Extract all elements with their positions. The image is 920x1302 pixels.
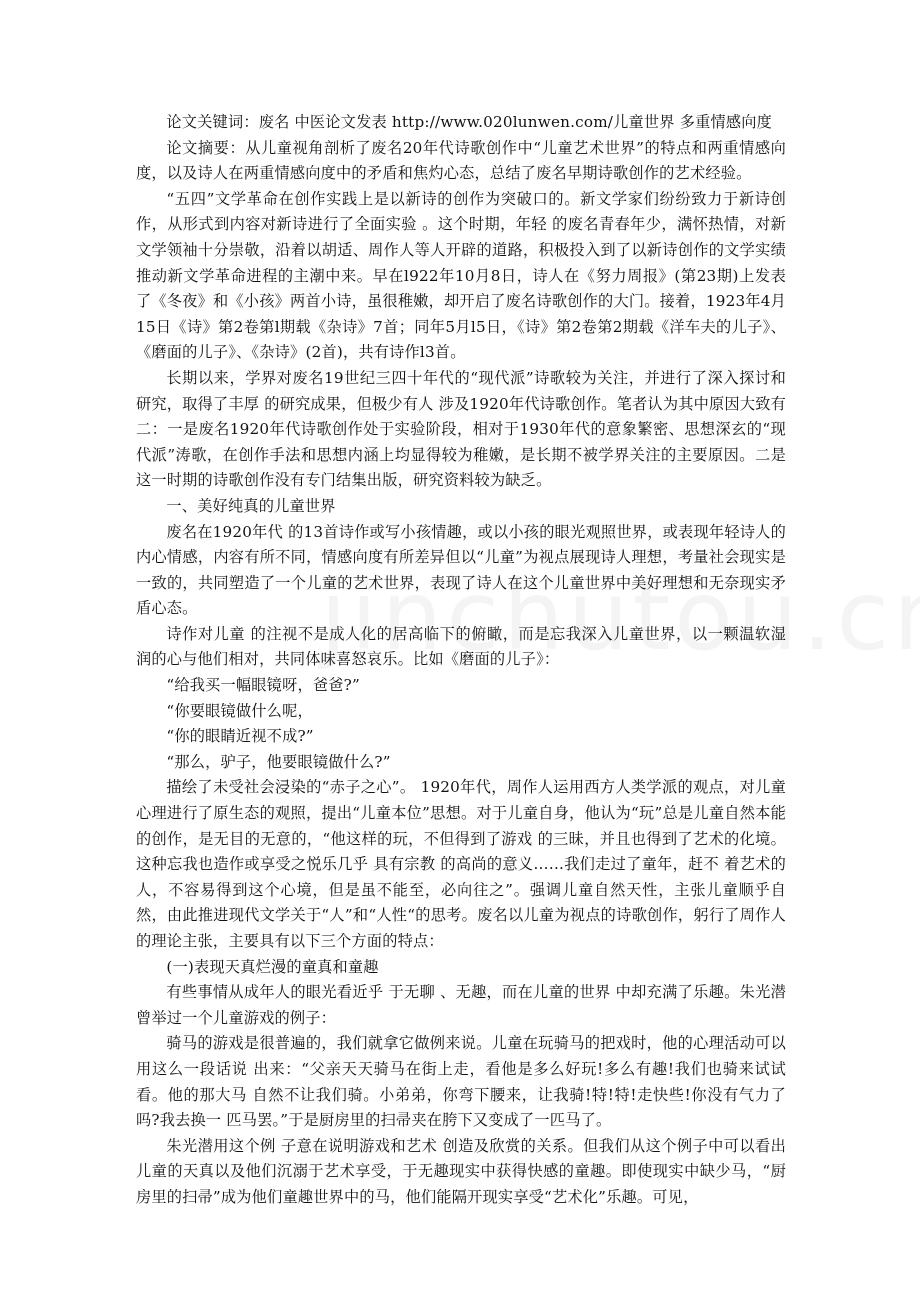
subsection-heading: (一)表现天真烂漫的童真和童趣: [166, 957, 379, 976]
abstract-paragraph: 论文摘要：从儿童视角剖析了废名20年代诗歌创作中“儿童艺术世界”的特点和两重情感向度，以及诗人在两重情感向度中的矛盾和焦灼心态，总结了废名早期诗歌创作的艺术经验。: [136, 138, 786, 183]
document-body: [136, 110, 786, 1211]
poem-line: “那么，驴子，他要眼镜做什么?”: [166, 752, 391, 771]
poem-line: “你的眼睛近视不成?”: [166, 727, 314, 746]
section-heading: 一、美好纯真的儿童世界: [166, 496, 336, 515]
body-paragraph: 废名在1920年代 的13首诗作或写小孩情趣，或以小孩的眼光观照世界，或表现年轻诗人的内心情感，内容有所不同，情感向度有所差异但以“儿童”为视点展现诗人理想，考量社会现实是一致的，共同塑造了一个儿童的艺术世界，表现了诗人在这个儿童世界中美好理想和无奈现实矛盾心态。: [136, 522, 786, 618]
keywords-line: 论文关键词：废名 中医论文发表 http://www.020lunwen.com/儿童世界 多重情感向度: [166, 113, 773, 131]
poem-line: “你要眼镜做什么呢，: [166, 701, 313, 720]
poem-line: “给我买一幅眼镜呀，爸爸?”: [166, 676, 360, 695]
body-paragraph: 朱光潜用这个例 子意在说明游戏和艺术 创造及欣赏的关系。但我们从这个例子中可以看出儿童的天真以及他们沉溺于艺术享受，于无趣现实中获得快感的童趣。即使现实中缺少马，“厨房里的扫帚”成为他们童趣世界中的马，他们能隔开现实享受“艺术化”乐趣。可见，: [136, 1136, 786, 1206]
body-paragraph: 诗作对儿童 的注视不是成人化的居高临下的俯瞰，而是忘我深入儿童世界，以一颗温软湿润的心与他们相对，共同体味喜怒哀乐。比如《磨面的儿子》：: [136, 624, 786, 669]
body-paragraph: 长期以来，学界对废名19世纪三四十年代的“现代派”诗歌较为关注，并进行了深入探讨和研究，取得了丰厚 的研究成果，但极少有人 涉及1920年代诗歌创作。笔者认为其中原因大致有二：一是废名1920年代诗歌创作处于实验阶段，相对于1930年代的意象繁密、思想深玄的“现代派”涛歌，在创作手法和思想内涵上均显得较为稚嫩，是长期不被学界关注的主要原因。二是这一时期的诗歌创作没有专门结集出版，研究资料较为缺乏。: [136, 368, 786, 490]
body-paragraph: 有些事情从成年人的眼光看近乎 于无聊 、无趣，而在儿童的世界 中却充满了乐趣。朱光潜曾举过一个儿童游戏的例子：: [136, 983, 786, 1027]
body-paragraph: 描绘了未受社会浸染的“赤子之心”。 1920年代，周作人运用西方人类学派的观点，对儿童心理进行了原生态的观照，提出“儿童本位”思想。对于儿童自身，他认为“玩”总是儿童自然本能的创作，是无目的无意的，“他这样的玩，不但得到了游戏 的三昧，并且也得到了艺术的化境。这种忘我也造作或享受之悦乐几乎 具有宗教 的高尚的意义……我们走过了童年，赶不 着艺术的人，不容易得到这个心境，但是虽不能至，必向往之”。强调儿童自然天性，主张儿童顺乎自然，由此推进现代文学关于“人”和“人性“的思考。废名以儿童为视点的诗歌创作，躬行了周作人的理论主张，主要具有以下三个方面的特点：: [136, 778, 786, 950]
body-paragraph: “五四”文学革命在创作实践上是以新诗的创作为突破口的。新文学家们纷纷致力于新诗创作，从形式到内容对新诗进行了全面实验 。这个时期，年轻 的废名青春年少，满怀热情，对新文学领袖十分崇敬，沿着以胡适、周作人等人开辟的道路，积极投入到了以新诗创作的文学实绩推动新文学革命进程的主潮中来。早在l922年10月8日，诗人在《努力周报》(第23期)上发表了《冬夜》和《小孩》两首小诗，虽很稚嫩，却开启了废名诗歌创作的大门。接着，1923年4月15日《诗》第2卷第l期载《杂诗》7首；同年5月l5日，《诗》第2卷第2期载《洋车夫的儿子》、《磨面的儿子》、《杂诗》(2首)，共有诗作l3首。: [136, 189, 786, 362]
quote-paragraph: 骑马的游戏是很普遍的，我们就拿它做例来说。儿童在玩骑马的把戏时，他的心理活动可以用这么一段话说 出来：“父亲天天骑马在街上走，看他是多么好玩!多么有趣!我们也骑来试试看。他的那大马 自然不让我们骑。小弟弟，你弯下腰来，让我骑!特!特!走快些!你没有气力了吗?我去换一 匹马罢。”于是厨房里的扫帚夹在胯下又变成了一匹马了。: [136, 1034, 786, 1130]
